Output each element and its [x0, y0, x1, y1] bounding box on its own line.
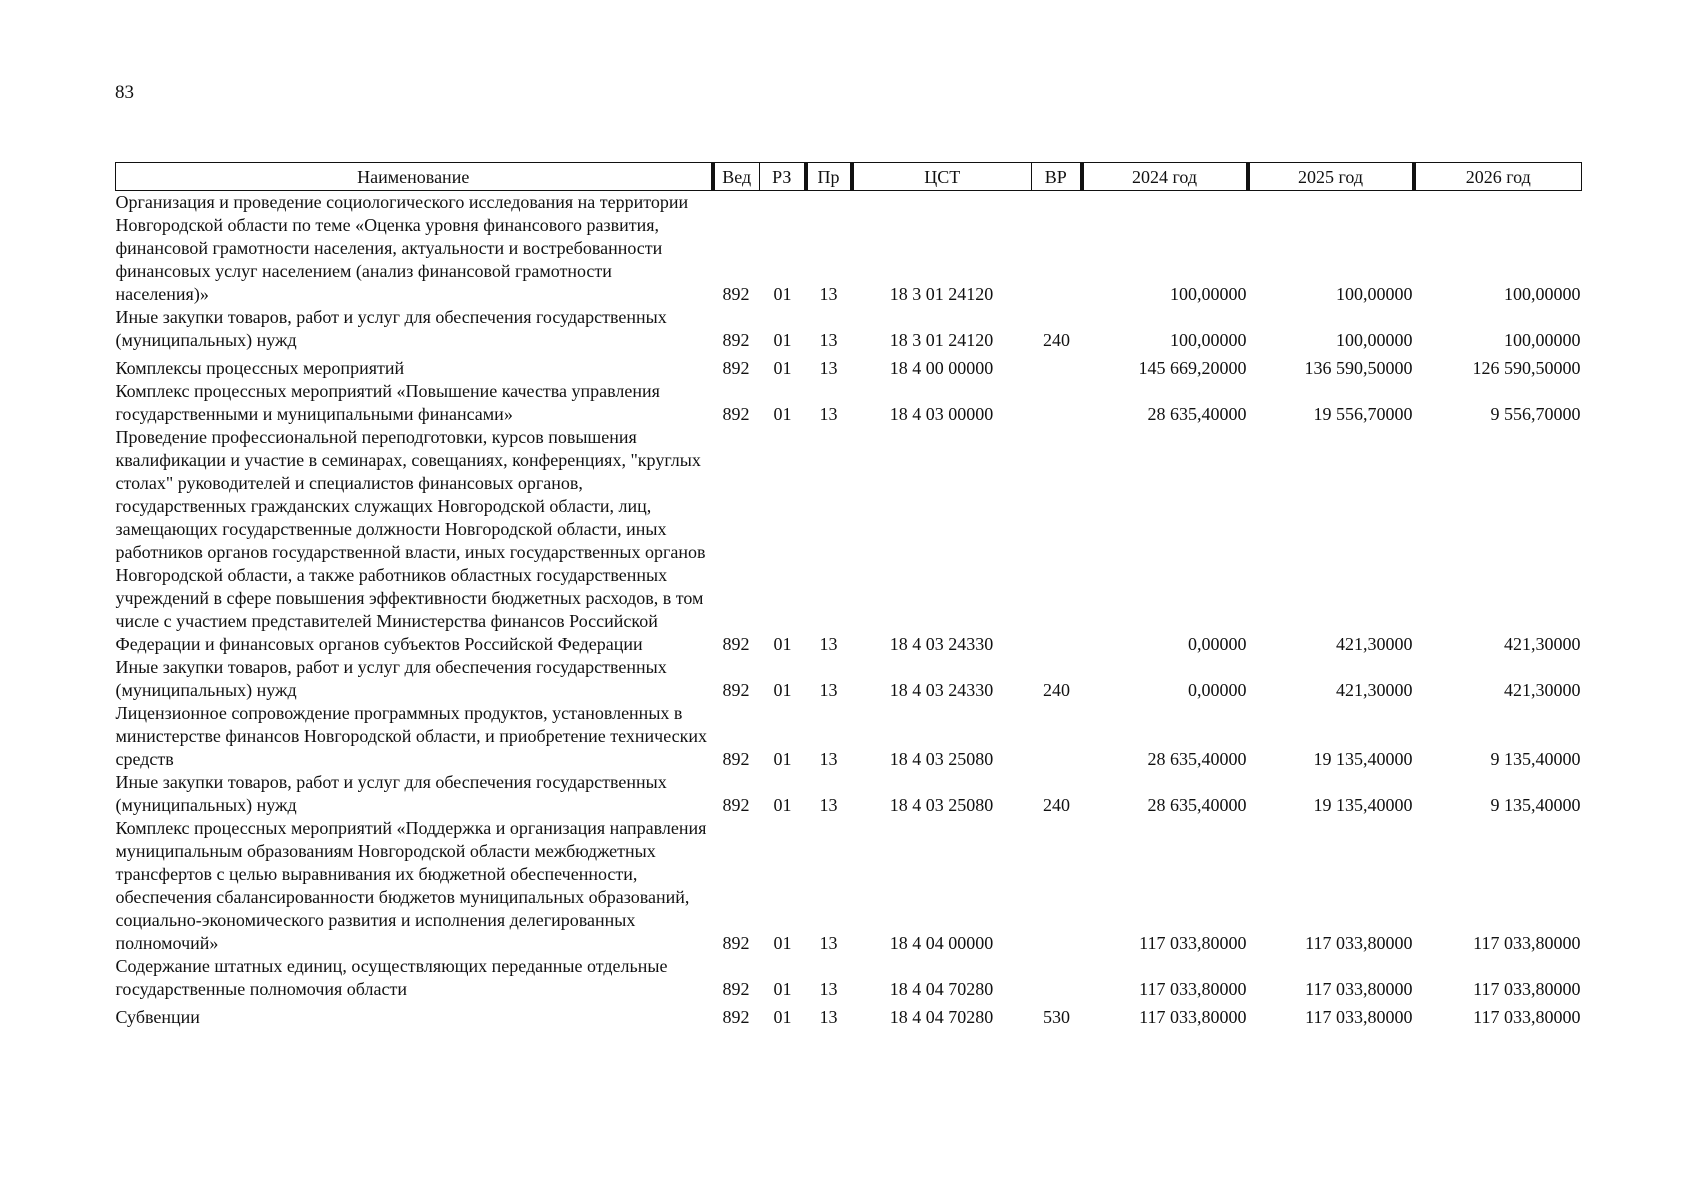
cell-pr: 13 [819, 979, 838, 999]
cell-name: Иные закупки товаров, работ и услуг для обеспечения государственных (муниципальных) нужд [115, 307, 667, 350]
table-row [116, 1001, 1582, 1029]
cell-2026: 100,00000 [1504, 330, 1581, 350]
cell-ved: 892 [722, 358, 750, 378]
cell-2024: 0,00000 [1188, 634, 1247, 654]
cell-name: Проведение профессиональной переподготовки, курсов повышения квалификации и участие в семинарах, совещаниях, конференциях, "круглых столах" руководителей и специалистов финансовых органов, государственных гражданских служащих Новгородской области, лиц, замещающих государственные должности Новгородской области, иных работников органов государственной власти, иных государственных органов Новгородской области, а также работников областных государственных учреждений в сфере повышения эффективности бюджетных расходов, в том числе с участием представителей Министерства финансов Российской Федерации и финансовых органов субъектов Российской Федерации [115, 427, 706, 654]
cell-name: Иные закупки товаров, работ и услуг для обеспечения государственных (муниципальных) нужд [115, 772, 667, 815]
cell-2024: 100,00000 [1170, 284, 1247, 304]
cell-ved: 892 [722, 330, 750, 350]
cell-2026: 117 033,80000 [1473, 1007, 1581, 1027]
cell-2026: 9 135,40000 [1490, 795, 1581, 815]
cell-ved: 892 [722, 404, 750, 424]
cell-rz: 01 [773, 284, 792, 304]
cell-cst: 18 4 03 00000 [889, 404, 994, 424]
cell-2025: 421,30000 [1336, 680, 1413, 700]
header-name: Наименование [116, 163, 713, 191]
table-row [116, 191, 1582, 307]
cell-2025: 19 135,40000 [1313, 749, 1413, 769]
cell-rz: 01 [773, 404, 792, 424]
cell-vr [1032, 955, 1082, 1001]
cell-vr [1032, 426, 1082, 656]
cell-rz: 01 [773, 330, 792, 350]
cell-rz: 01 [773, 680, 792, 700]
cell-name: Субвенции [115, 1007, 200, 1027]
table-row [116, 955, 1582, 1001]
cell-2025: 19 135,40000 [1313, 795, 1413, 815]
cell-2025: 421,30000 [1336, 634, 1413, 654]
header-vr: ВР [1032, 163, 1082, 191]
cell-cst: 18 3 01 24120 [889, 330, 994, 350]
cell-name: Иные закупки товаров, работ и услуг для обеспечения государственных (муниципальных) нужд [115, 657, 667, 700]
cell-cst: 18 4 04 70280 [889, 979, 994, 999]
table-row [116, 306, 1582, 352]
cell-name: Комплекс процессных мероприятий «Повышение качества управления государственными и муниципальными финансами» [115, 381, 660, 424]
cell-2024: 0,00000 [1188, 680, 1247, 700]
table-row [116, 656, 1582, 702]
cell-ved: 892 [722, 749, 750, 769]
header-ved: Вед [713, 163, 760, 191]
cell-pr: 13 [819, 680, 838, 700]
cell-vr: 240 [1043, 330, 1070, 350]
cell-ved: 892 [722, 933, 750, 953]
cell-pr: 13 [819, 330, 838, 350]
cell-cst: 18 4 04 70280 [889, 1007, 994, 1027]
cell-2024: 28 635,40000 [1147, 795, 1247, 815]
header-2024: 2024 год [1082, 163, 1248, 191]
cell-name: Организация и проведение социологического исследования на территории Новгородской области по теме «Оценка уровня финансового развития, финансовой грамотности населения, актуальности и востребованности финансовых услуг населением (анализ финансовой грамотности населения)» [115, 192, 689, 304]
table-row [116, 426, 1582, 656]
table-row [116, 702, 1582, 771]
cell-pr: 13 [819, 1007, 838, 1027]
cell-2024: 28 635,40000 [1147, 749, 1247, 769]
cell-rz: 01 [773, 933, 792, 953]
cell-ved: 892 [722, 284, 750, 304]
cell-name: Комплекс процессных мероприятий «Поддержка и организация направления муниципальным образованиям Новгородской области межбюджетных трансфертов с целью выравнивания их бюджетной обеспеченности, обеспечения сбалансированности бюджетов муниципальных образований, социально-экономического развития и исполнения делегированных полномочий» [115, 818, 707, 953]
cell-vr [1032, 380, 1082, 426]
cell-2025: 136 590,50000 [1304, 358, 1413, 378]
cell-pr: 13 [819, 749, 838, 769]
cell-rz: 01 [773, 749, 792, 769]
cell-cst: 18 4 03 24330 [889, 634, 994, 654]
cell-2024: 117 033,80000 [1139, 979, 1247, 999]
cell-2024: 28 635,40000 [1147, 404, 1247, 424]
cell-pr: 13 [819, 795, 838, 815]
cell-2025: 117 033,80000 [1305, 933, 1413, 953]
cell-ved: 892 [722, 795, 750, 815]
cell-vr: 530 [1043, 1007, 1070, 1027]
cell-2026: 117 033,80000 [1473, 979, 1581, 999]
cell-cst: 18 3 01 24120 [889, 284, 994, 304]
cell-cst: 18 4 03 25080 [889, 795, 994, 815]
cell-vr [1032, 702, 1082, 771]
header-2026: 2026 год [1414, 163, 1582, 191]
cell-pr: 13 [819, 933, 838, 953]
cell-rz: 01 [773, 1007, 792, 1027]
cell-2026: 100,00000 [1504, 284, 1581, 304]
cell-name: Комплексы процессных мероприятий [115, 358, 405, 378]
cell-2026: 421,30000 [1504, 634, 1581, 654]
table-row [116, 380, 1582, 426]
cell-2025: 100,00000 [1336, 284, 1413, 304]
cell-rz: 01 [773, 795, 792, 815]
cell-pr: 13 [819, 404, 838, 424]
header-rz: РЗ [760, 163, 806, 191]
cell-2024: 117 033,80000 [1139, 933, 1247, 953]
cell-name: Содержание штатных единиц, осуществляющих переданные отдельные государственные полномочия области [115, 956, 668, 999]
header-pr: Пр [806, 163, 852, 191]
cell-2024: 145 669,20000 [1138, 358, 1247, 378]
cell-ved: 892 [722, 1007, 750, 1027]
cell-ved: 892 [722, 634, 750, 654]
table-header-row [116, 163, 1582, 191]
cell-pr: 13 [819, 634, 838, 654]
cell-ved: 892 [722, 979, 750, 999]
cell-vr [1032, 817, 1082, 955]
table-row [116, 817, 1582, 955]
cell-ved: 892 [722, 680, 750, 700]
cell-cst: 18 4 00 00000 [889, 358, 994, 378]
cell-vr [1032, 191, 1082, 307]
cell-2025: 117 033,80000 [1305, 979, 1413, 999]
cell-2025: 19 556,70000 [1313, 404, 1413, 424]
cell-rz: 01 [773, 979, 792, 999]
cell-2024: 117 033,80000 [1139, 1007, 1247, 1027]
cell-cst: 18 4 04 00000 [889, 933, 994, 953]
cell-rz: 01 [773, 358, 792, 378]
page-number: 83 [115, 82, 134, 103]
cell-2026: 9 556,70000 [1490, 404, 1581, 424]
cell-pr: 13 [819, 284, 838, 304]
cell-2026: 421,30000 [1504, 680, 1581, 700]
cell-2026: 117 033,80000 [1473, 933, 1581, 953]
cell-vr: 240 [1043, 680, 1070, 700]
cell-2026: 126 590,50000 [1472, 358, 1581, 378]
cell-cst: 18 4 03 25080 [889, 749, 994, 769]
cell-2026: 9 135,40000 [1490, 749, 1581, 769]
cell-rz: 01 [773, 634, 792, 654]
cell-2025: 117 033,80000 [1305, 1007, 1413, 1027]
table-row [116, 352, 1582, 380]
header-cst: ЦСТ [852, 163, 1032, 191]
table-row [116, 771, 1582, 817]
cell-2024: 100,00000 [1170, 330, 1247, 350]
cell-pr: 13 [819, 358, 838, 378]
header-2025: 2025 год [1248, 163, 1414, 191]
cell-vr: 240 [1043, 795, 1070, 815]
cell-name: Лицензионное сопровождение программных продуктов, установленных в министерстве финансов Новгородской области, и приобретение технических средств [115, 703, 708, 769]
budget-table [115, 162, 1582, 1029]
cell-vr [1032, 352, 1082, 380]
cell-2025: 100,00000 [1336, 330, 1413, 350]
cell-cst: 18 4 03 24330 [889, 680, 994, 700]
